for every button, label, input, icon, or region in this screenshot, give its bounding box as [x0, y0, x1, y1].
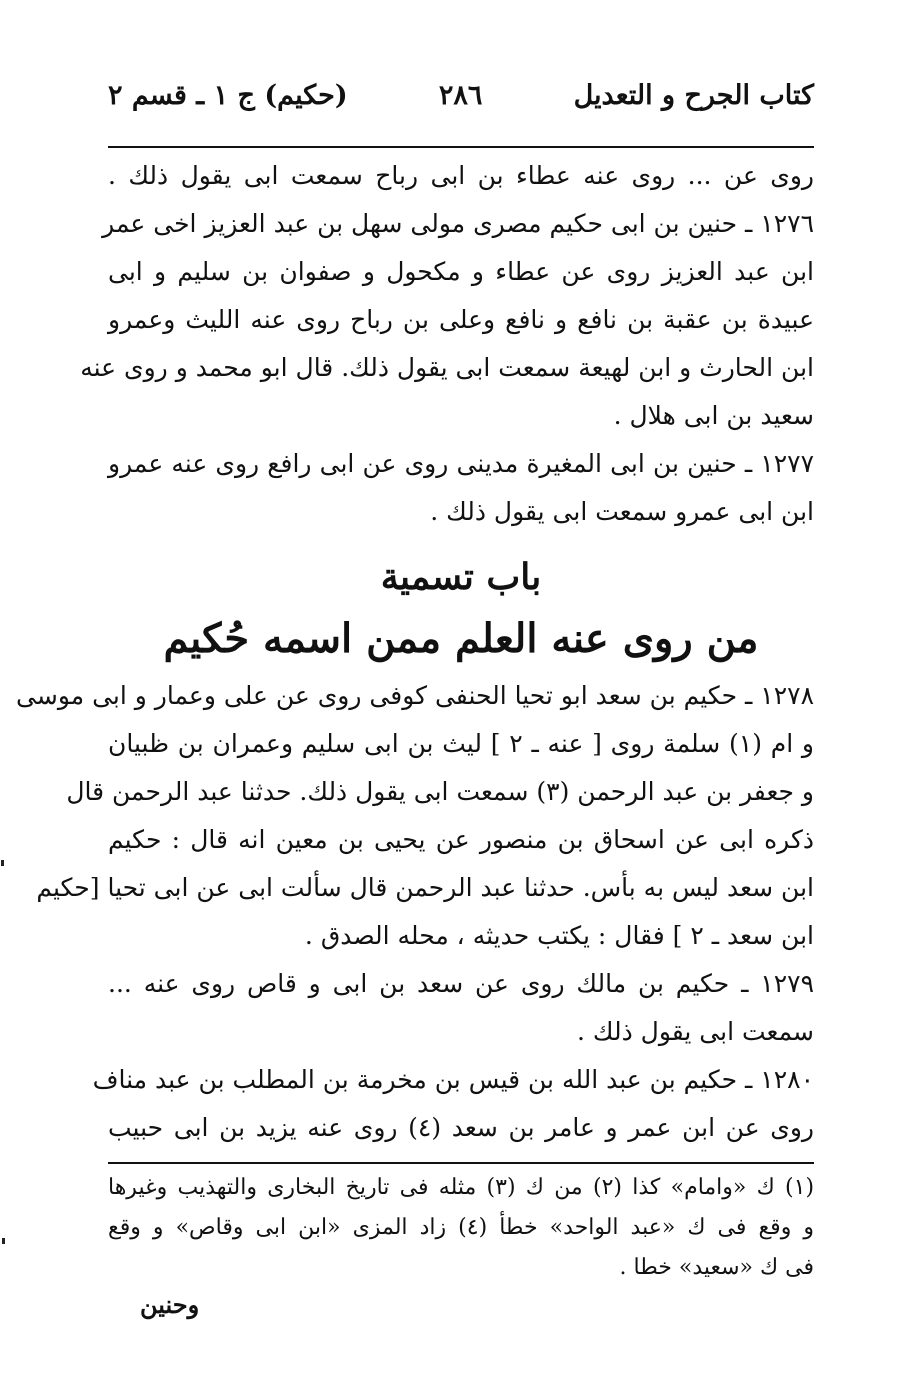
text-line: ١٢٨٠ ـ حكيم بن عبد الله بن قيس بن مخرمة بن المطلب بن عبد مناف: [92, 1065, 814, 1094]
chapter-heading-line-2: من روى عنه العلم ممن اسمه حُكيم: [163, 615, 759, 662]
text-line: عبيدة بن عقبة بن نافع و نافع وعلى بن رباح روى عنه الليث وعمرو: [108, 305, 814, 334]
text-line: سعيد بن ابى هلال .: [613, 401, 814, 430]
text-line: روى عن ... روى عنه عطاء بن ابى رباح سمعت ابى يقول ذلك .: [108, 161, 814, 190]
text-line: سمعت ابى يقول ذلك .: [577, 1017, 814, 1046]
text-line: ١٢٧٧ ـ حنين بن ابى المغيرة مدينى روى عن ابى رافع روى عنه عمرو: [108, 449, 814, 478]
footnote-rule: [108, 1162, 814, 1164]
chapter-heading-line-1: باب تسمية: [380, 556, 542, 598]
text-line: ابن سعد ليس به بأس. حدثنا عبد الرحمن قال سألت ابى عن ابى تحيا [حكيم: [36, 873, 814, 902]
text-line: ابن الحارث و ابن لهيعة سمعت ابى يقول ذلك. قال ابو محمد و روى عنه: [80, 353, 814, 382]
text-line: ابن عبد العزيز روى عن عطاء و مكحول و صفوان بن سليم و ابى: [108, 257, 814, 286]
footnote-line: و وقع فى ك «عبد الواحد» خطأ (٤) زاد المزى «ابن ابى وقاص» و وقع: [108, 1215, 814, 1240]
page-body: [16, 80, 815, 1288]
text-line: و جعفر بن عبد الرحمن (٣) سمعت ابى يقول ذلك. حدثنا عبد الرحمن قال: [66, 777, 814, 806]
footnote-line: (١) ك «وامام» كذا (٢) من ك (٣) مثله فى تاريخ البخارى والتهذيب وغيرها: [108, 1175, 815, 1200]
text-line: ذكره ابى عن اسحاق بن منصور عن يحيى بن معين انه قال : حكيم: [108, 825, 814, 854]
text-line: ١٢٧٦ ـ حنين بن ابى حكيم مصرى مولى سهل بن عبد العزيز اخى عمر: [102, 209, 814, 238]
text-line: ١٢٧٩ ـ حكيم بن مالك روى عن سعد بن ابى و قاص روى عنه ...: [108, 969, 814, 998]
page-number: ٢٨٦: [438, 80, 483, 111]
header-rule: [108, 146, 814, 148]
chapter-heading: [108, 548, 814, 672]
book-title: كتاب الجرح و التعديل: [573, 80, 814, 111]
scan-speck: [2, 1238, 5, 1244]
running-header: [108, 80, 814, 138]
text-line: ابن سعد ـ ٢ ] فقال : يكتب حديثه ، محله الصدق .: [304, 921, 814, 950]
text-line: روى عن ابن عمر و عامر بن سعد (٤) روى عنه يزيد بن ابى حبيب: [108, 1113, 814, 1142]
footnotes: [108, 1168, 814, 1288]
text-line: و ام (١) سلمة روى [ عنه ـ ٢ ] ليث بن ابى سليم وعمران بن ظبيان: [108, 729, 814, 758]
text-block-1: [80, 152, 814, 536]
text-line: ابن ابى عمرو سمعت ابى يقول ذلك .: [430, 497, 814, 526]
footnote-line: فى ك «سعيد» خطا .: [619, 1255, 814, 1280]
section-label: (حكيم) ج ١ ـ قسم ٢: [108, 80, 348, 111]
catchword: وحنين: [140, 1290, 200, 1319]
text-block-2: [16, 672, 814, 1152]
text-line: ١٢٧٨ ـ حكيم بن سعد ابو تحيا الحنفى كوفى روى عن على وعمار و ابى موسى: [16, 681, 814, 710]
scan-speck: [1, 860, 4, 866]
